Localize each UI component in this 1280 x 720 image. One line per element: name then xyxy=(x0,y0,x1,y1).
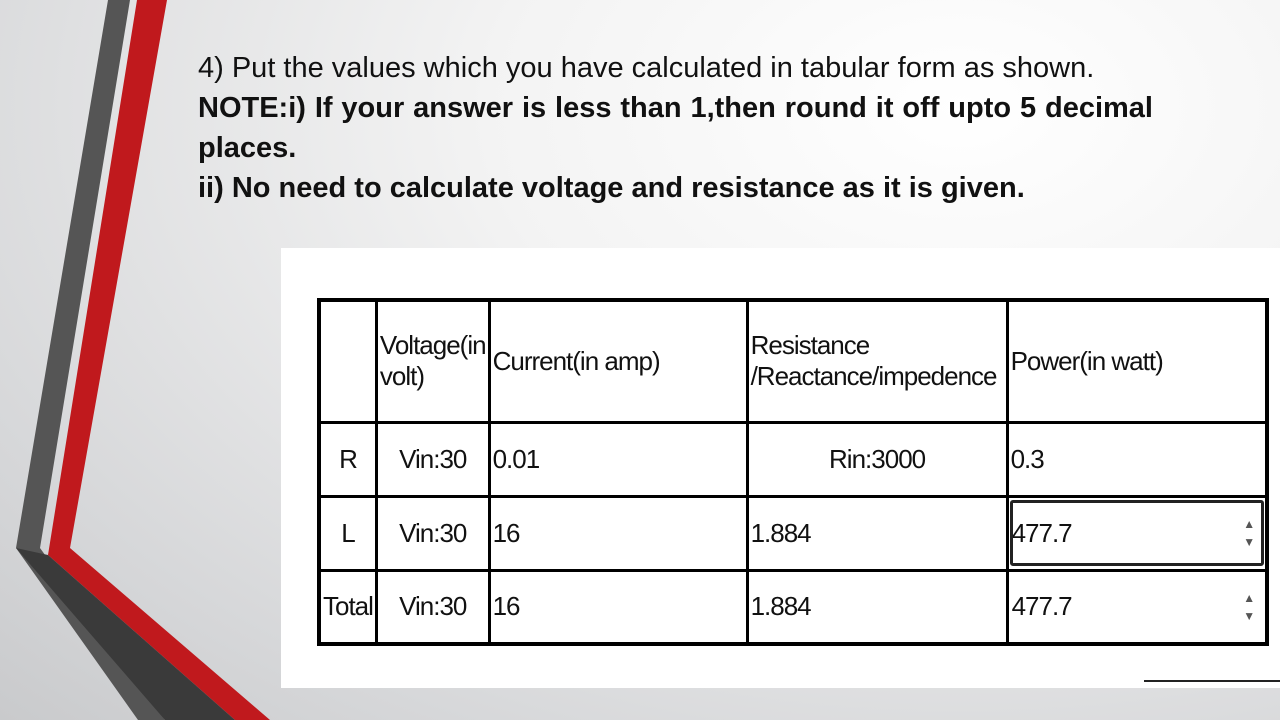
instruction-line: 4) Put the values which you have calculated in tabular form as shown. xyxy=(198,52,1095,84)
power-input[interactable]: 0.3 xyxy=(1007,422,1267,496)
current-input[interactable]: 16 xyxy=(489,570,747,644)
table-header-row xyxy=(319,300,1267,422)
note-line: NOTE:i) If your answer is less than 1,then round it off upto 5 decimal places. xyxy=(198,92,1153,164)
instruction-text xyxy=(198,48,1153,208)
power-value: 477.7 xyxy=(1011,591,1072,622)
current-input[interactable]: 0.01 xyxy=(489,422,747,496)
row-label: Total xyxy=(319,570,376,644)
resistance-cell: Rin:3000 xyxy=(747,422,1007,496)
power-input-cell xyxy=(1007,570,1267,644)
spinner-down-icon[interactable]: ▼ xyxy=(1243,608,1255,623)
results-table xyxy=(317,298,1269,646)
table-row xyxy=(319,496,1267,570)
table-row xyxy=(319,570,1267,644)
table-row xyxy=(319,422,1267,496)
header-label xyxy=(319,300,376,422)
header-voltage: Voltage(in volt) xyxy=(376,300,489,422)
voltage-cell: Vin:30 xyxy=(376,422,489,496)
power-input-cell xyxy=(1007,496,1267,570)
current-input[interactable]: 16 xyxy=(489,496,747,570)
power-value: 477.7 xyxy=(1011,517,1072,548)
spinner-up-icon[interactable]: ▲ xyxy=(1243,517,1255,531)
power-number-input[interactable] xyxy=(1010,574,1265,640)
number-spinner[interactable] xyxy=(1243,592,1254,622)
note-line-2: ii) No need to calculate voltage and resistance as it is given. xyxy=(198,172,1025,204)
voltage-cell: Vin:30 xyxy=(376,570,489,644)
spinner-up-icon[interactable]: ▲ xyxy=(1243,590,1255,605)
header-resistance: Resistance /Reactance/impedence xyxy=(747,300,1007,422)
resistance-input[interactable]: 1.884 xyxy=(747,496,1007,570)
resistance-input[interactable]: 1.884 xyxy=(747,570,1007,644)
voltage-cell: Vin:30 xyxy=(376,496,489,570)
results-table-screenshot xyxy=(281,248,1280,688)
row-label: L xyxy=(319,496,376,570)
spinner-down-icon[interactable]: ▼ xyxy=(1243,535,1255,549)
row-label: R xyxy=(319,422,376,496)
panel-edge-line xyxy=(1144,680,1280,682)
number-spinner[interactable] xyxy=(1243,518,1254,548)
header-current: Current(in amp) xyxy=(489,300,747,422)
power-number-input[interactable] xyxy=(1010,500,1265,566)
header-power: Power(in watt) xyxy=(1007,300,1267,422)
